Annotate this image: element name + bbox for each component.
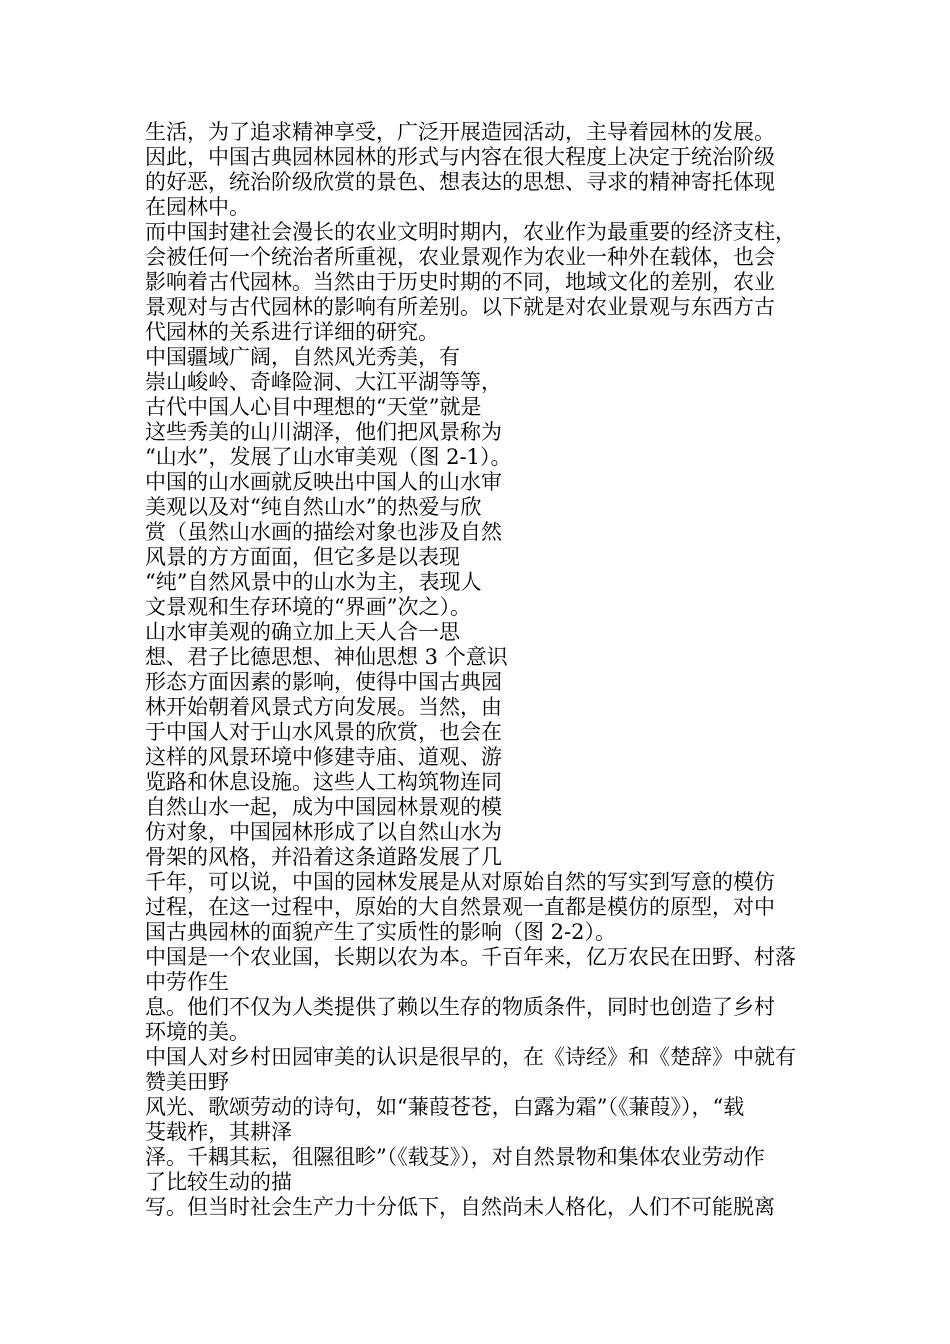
text-line: 的好恶，统治阶级欣赏的景色、想表达的思想、寻求的精神寄托体现	[145, 170, 775, 194]
text-line: 自然山水一起，成为中国园林景观的模	[145, 795, 502, 819]
text-line: 览路和休息设施。这些人工构筑物连同	[145, 770, 502, 794]
text-line: 形态方面因素的影响，使得中国古典园	[145, 670, 502, 694]
text-line: 代园林的关系进行详细的研究。	[145, 320, 439, 344]
text-line: 仿对象，中国园林形成了以自然山水为	[145, 820, 502, 844]
text-line: 国古典园林的面貌产生了实质性的影响（图 2-2）。	[145, 920, 616, 944]
text-line: 在园林中。	[145, 195, 250, 219]
text-line: 风光、歌颂劳动的诗句，如“蒹葭苍苍，白露为霜”（《蒹葭》），“载	[145, 1095, 745, 1119]
text-line: 山水审美观的确立加上天人合一思	[145, 620, 460, 644]
text-line: 泽。千耦其耘，徂隰徂畛”（《载芟》），对自然景物和集体农业劳动作	[145, 1145, 765, 1169]
text-line: “山水”，发展了山水审美观（图 2-1）。	[145, 445, 512, 469]
text-line: 景观对与古代园林的影响有所差别。以下就是对农业景观与东西方古	[145, 295, 775, 319]
text-line: 中劳作生	[145, 970, 229, 994]
text-line: 中国疆域广阔，自然风光秀美，有	[145, 345, 460, 369]
text-line: 赏（虽然山水画的描绘对象也涉及自然	[145, 520, 502, 544]
text-line: 芟载柞，其耕泽	[145, 1120, 292, 1144]
text-line: 影响着古代园林。当然由于历史时期的不同，地域文化的差别，农业	[145, 270, 775, 294]
text-line: 风景的方方面面，但它多是以表现	[145, 545, 460, 569]
text-line: 中国人对乡村田园审美的认识是很早的，在《诗经》和《楚辞》中就有	[145, 1045, 796, 1069]
text-line: 于中国人对于山水风景的欣赏，也会在	[145, 720, 502, 744]
body-text	[145, 120, 825, 1220]
text-line: 林开始朝着风景式方向发展。当然，由	[145, 695, 502, 719]
text-line: 了比较生动的描	[145, 1170, 292, 1194]
text-line: 而中国封建社会漫长的农业文明时期内，农业作为最重要的经济支柱，	[145, 220, 796, 244]
text-line: “纯”自然风景中的山水为主，表现人	[145, 570, 482, 594]
text-line: 古代中国人心目中理想的“天堂”就是	[145, 395, 482, 419]
text-line: 中国的山水画就反映出中国人的山水审	[145, 470, 502, 494]
text-line: 美观以及对“纯自然山水”的热爱与欣	[145, 495, 482, 519]
text-line: 这些秀美的山川湖泽，他们把风景称为	[145, 420, 502, 444]
text-line: 写。但当时社会生产力十分低下，自然尚未人格化，人们不可能脱离	[145, 1195, 775, 1219]
text-line: 过程，在这一过程中，原始的大自然景观一直都是模仿的原型，对中	[145, 895, 775, 919]
text-line: 崇山峻岭、奇峰险洞、大江平湖等等，	[145, 370, 502, 394]
text-line: 息。他们不仅为人类提供了赖以生存的物质条件，同时也创造了乡村	[145, 995, 775, 1019]
text-line: 中国是一个农业国，长期以农为本。千百年来，亿万农民在田野、村落	[145, 945, 796, 969]
text-line: 因此，中国古典园林园林的形式与内容在很大程度上决定于统治阶级	[145, 145, 775, 169]
text-line: 生活，为了追求精神享受，广泛开展造园活动，主导着园林的发展。	[145, 120, 775, 144]
text-line: 千年，可以说，中国的园林发展是从对原始自然的写实到写意的模仿	[145, 870, 775, 894]
text-line: 会被任何一个统治者所重视，农业景观作为农业一种外在载体，也会	[145, 245, 775, 269]
text-line: 想、君子比德思想、神仙思想 3 个意识	[145, 645, 508, 669]
text-line: 这样的风景环境中修建寺庙、道观、游	[145, 745, 502, 769]
text-line: 环境的美。	[145, 1020, 250, 1044]
text-line: 文景观和生存环境的“界画”次之）。	[145, 595, 471, 619]
text-line: 赞美田野	[145, 1070, 229, 1094]
text-line: 骨架的风格，并沿着这条道路发展了几	[145, 845, 502, 869]
